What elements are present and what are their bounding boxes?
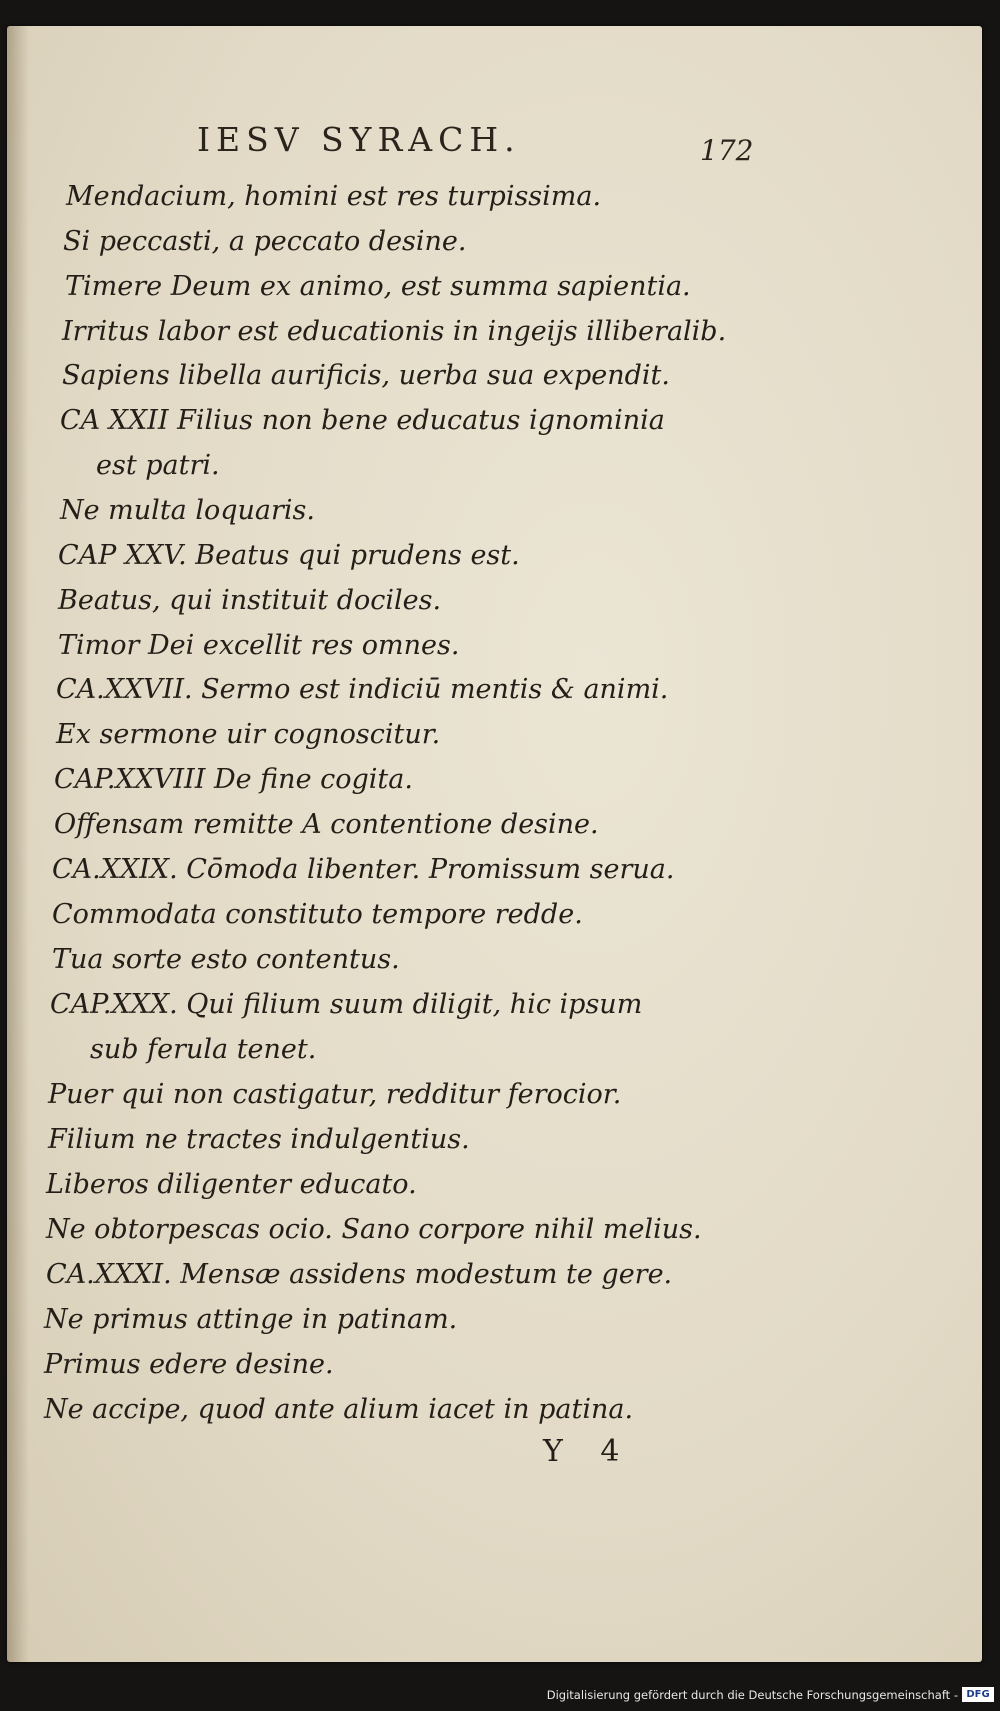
chapter-heading: CAP.XXX. Qui filium suum diligit, hic ipsum — [50, 989, 643, 1020]
text-line: Filium ne tractes indulgentius. — [48, 1124, 470, 1155]
text-line: Ex sermone uir cognoscitur. — [56, 719, 441, 750]
text-line: sub ferula tenet. — [90, 1034, 317, 1065]
footer-bar — [0, 1680, 1000, 1711]
chapter-heading: CA.XXIX. Cōmoda libenter. Promissum serua. — [52, 854, 675, 885]
text-line: Sapiens libella aurificis, uerba sua expendit. — [62, 360, 670, 391]
text-line: Si peccasti, a peccato desine. — [63, 226, 467, 257]
text-line: Ne accipe, quod ante alium iacet in patina. — [44, 1394, 634, 1425]
text-line: Mendacium, homini est res turpissima. — [66, 181, 602, 212]
text-line: Irritus labor est educationis in ingeijs illiberalib. — [62, 316, 727, 347]
chapter-heading: CA XXII Filius non bene educatus ignominia — [60, 405, 665, 436]
text-line: Puer qui non castigatur, redditur ferocior. — [48, 1079, 622, 1110]
text-line: Ne multa loquaris. — [60, 495, 315, 526]
text-line: Commodata constituto tempore redde. — [52, 899, 583, 930]
text-line: Liberos diligenter educato. — [46, 1169, 417, 1200]
chapter-heading: CA.XXXI. Mensæ assidens modestum te gere. — [46, 1259, 673, 1290]
chapter-heading: CAP XXV. Beatus qui prudens est. — [58, 540, 520, 571]
running-head: IESV SYRACH. — [197, 120, 521, 159]
chapter-heading: CAP.XXVIII De fine cogita. — [54, 764, 413, 795]
funding-credit: Digitalisierung gefördert durch die Deutsche Forschungsgemeinschaft - — [546, 1688, 958, 1702]
text-line: Primus edere desine. — [44, 1349, 334, 1380]
text-line: Timor Dei excellit res omnes. — [58, 630, 460, 661]
text-line: Offensam remitte A contentione desine. — [54, 809, 599, 840]
text-line: Timere Deum ex animo, est summa sapientia. — [65, 271, 691, 302]
text-line: Ne primus attinge in patinam. — [44, 1304, 458, 1335]
dfg-logo: DFG — [962, 1687, 994, 1702]
text-line: est patri. — [96, 450, 220, 481]
text-line: Ne obtorpescas ocio. Sano corpore nihil melius. — [46, 1214, 702, 1245]
text-line: Tua sorte esto contentus. — [52, 944, 400, 975]
text-line: Beatus, qui instituit dociles. — [58, 585, 442, 616]
page-number: 172 — [700, 134, 754, 167]
signature-mark: Y 4 — [543, 1434, 634, 1469]
chapter-heading: CA.XXVII. Sermo est indiciū mentis & animi. — [56, 674, 669, 705]
